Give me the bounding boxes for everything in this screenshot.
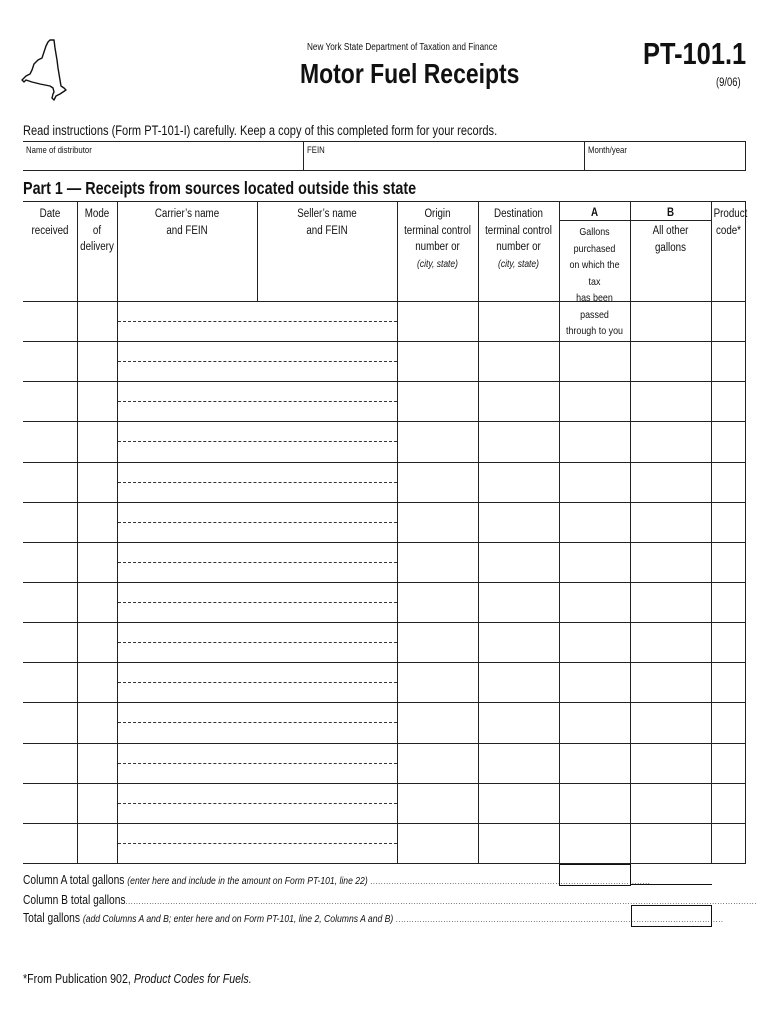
origin-terminal-cell[interactable]: [398, 463, 478, 502]
destination-terminal-cell[interactable]: [479, 342, 559, 381]
mode-of-delivery-cell[interactable]: [78, 583, 117, 622]
distributor-name-label: Name of distributor: [26, 145, 92, 156]
date-received-cell[interactable]: [24, 543, 77, 582]
product-code-cell[interactable]: [712, 503, 745, 542]
product-code-cell[interactable]: [712, 543, 745, 582]
column-a-gallons-cell[interactable]: [560, 744, 630, 783]
destination-terminal-cell[interactable]: [479, 302, 559, 341]
name-fein-divider: [118, 602, 397, 603]
mode-of-delivery-cell[interactable]: [78, 422, 117, 461]
mode-of-delivery-cell[interactable]: [78, 784, 117, 823]
name-fein-divider: [118, 482, 397, 483]
ny-state-logo: [20, 38, 72, 102]
column-a-gallons-cell[interactable]: [560, 583, 630, 622]
column-a-gallons-cell[interactable]: [560, 703, 630, 742]
product-code-cell[interactable]: [712, 623, 745, 662]
origin-terminal-cell[interactable]: [398, 623, 478, 662]
form-number: PT-101.1: [643, 36, 747, 71]
destination-terminal-cell[interactable]: [479, 422, 559, 461]
column-b-total-field[interactable]: [631, 864, 712, 885]
col-header-date: Date received: [31, 208, 69, 237]
origin-terminal-cell[interactable]: [398, 382, 478, 421]
name-fein-divider: [118, 722, 397, 723]
mode-of-delivery-cell[interactable]: [78, 302, 117, 341]
date-received-cell[interactable]: [24, 382, 77, 421]
total-gallons-label: Total gallons (add Columns A and B; enter here and on Form PT-101, line 2, Columns A and B) ............................................................................................................................: [23, 911, 724, 925]
date-received-cell[interactable]: [24, 503, 77, 542]
date-received-cell[interactable]: [24, 583, 77, 622]
name-fein-divider: [118, 642, 397, 643]
product-code-cell[interactable]: [712, 663, 745, 702]
product-code-cell[interactable]: [712, 824, 745, 863]
column-a-gallons-cell[interactable]: [560, 503, 630, 542]
destination-terminal-cell[interactable]: [479, 784, 559, 823]
destination-terminal-cell[interactable]: [479, 824, 559, 863]
column-a-gallons-cell[interactable]: [560, 543, 630, 582]
mode-of-delivery-cell[interactable]: [78, 663, 117, 702]
column-b-gallons-cell[interactable]: [631, 422, 711, 461]
col-header-a-letter: A: [590, 207, 599, 219]
date-received-cell[interactable]: [24, 342, 77, 381]
product-code-cell[interactable]: [712, 784, 745, 823]
column-b-gallons-cell[interactable]: [631, 463, 711, 502]
mode-of-delivery-cell[interactable]: [78, 623, 117, 662]
mode-of-delivery-cell[interactable]: [78, 342, 117, 381]
date-received-cell[interactable]: [24, 302, 77, 341]
mode-of-delivery-cell[interactable]: [78, 463, 117, 502]
column-a-gallons-cell[interactable]: [560, 342, 630, 381]
destination-terminal-cell[interactable]: [479, 382, 559, 421]
name-fein-divider: [118, 803, 397, 804]
column-b-gallons-cell[interactable]: [631, 663, 711, 702]
col-header-b-letter: B: [666, 207, 675, 219]
fein-label: FEIN: [307, 145, 325, 156]
destination-terminal-cell[interactable]: [479, 503, 559, 542]
origin-terminal-cell[interactable]: [398, 422, 478, 461]
col-header-b: All other gallons: [652, 225, 689, 254]
origin-terminal-cell[interactable]: [398, 543, 478, 582]
footnote: *From Publication 902, Product Codes for Fuels.: [23, 971, 252, 986]
column-a-gallons-cell[interactable]: [560, 784, 630, 823]
product-code-cell[interactable]: [712, 703, 745, 742]
product-code-cell[interactable]: [712, 744, 745, 783]
date-received-cell[interactable]: [24, 703, 77, 742]
date-received-cell[interactable]: [24, 744, 77, 783]
origin-terminal-cell[interactable]: [398, 784, 478, 823]
destination-terminal-cell[interactable]: [479, 744, 559, 783]
col-header-mode: Mode of delivery: [80, 208, 114, 253]
column-b-gallons-cell[interactable]: [631, 302, 711, 341]
destination-terminal-cell[interactable]: [479, 543, 559, 582]
column-a-gallons-cell[interactable]: [560, 382, 630, 421]
origin-terminal-cell[interactable]: [398, 663, 478, 702]
name-fein-divider: [118, 361, 397, 362]
column-b-gallons-cell[interactable]: [631, 583, 711, 622]
column-a-gallons-cell[interactable]: [560, 824, 630, 863]
column-b-gallons-cell[interactable]: [631, 342, 711, 381]
total-gallons-field[interactable]: [631, 905, 712, 927]
name-fein-divider: [118, 321, 397, 322]
date-received-cell[interactable]: [24, 824, 77, 863]
origin-terminal-cell[interactable]: [398, 824, 478, 863]
date-received-cell[interactable]: [24, 663, 77, 702]
mode-of-delivery-cell[interactable]: [78, 824, 117, 863]
product-code-cell[interactable]: [712, 463, 745, 502]
name-fein-divider: [118, 562, 397, 563]
column-a-gallons-cell[interactable]: [560, 422, 630, 461]
column-a-gallons-cell[interactable]: [560, 463, 630, 502]
date-received-cell[interactable]: [24, 463, 77, 502]
destination-terminal-cell[interactable]: [479, 663, 559, 702]
name-fein-divider: [118, 522, 397, 523]
column-a-total-label: Column A total gallons (enter here and include in the amount on Form PT-101, line 22) ..........................................................................................................: [23, 873, 651, 887]
origin-terminal-cell[interactable]: [398, 302, 478, 341]
mode-of-delivery-cell[interactable]: [78, 503, 117, 542]
name-fein-divider: [118, 401, 397, 402]
col-header-a: Gallons purchased on which the tax has been passed through to you: [565, 226, 624, 337]
origin-terminal-cell[interactable]: [398, 503, 478, 542]
column-b-gallons-cell[interactable]: [631, 543, 711, 582]
destination-terminal-cell[interactable]: [479, 583, 559, 622]
month-year-label: Month/year: [588, 145, 627, 156]
product-code-cell[interactable]: [712, 583, 745, 622]
column-a-gallons-cell[interactable]: [560, 623, 630, 662]
mode-of-delivery-cell[interactable]: [78, 382, 117, 421]
instructions-text: Read instructions (Form PT-101-I) carefully. Keep a copy of this completed form for your records.: [23, 123, 498, 138]
column-a-gallons-cell[interactable]: [560, 663, 630, 702]
column-b-gallons-cell[interactable]: [631, 824, 711, 863]
date-received-cell[interactable]: [24, 422, 77, 461]
destination-terminal-cell[interactable]: [479, 623, 559, 662]
mode-of-delivery-cell[interactable]: [78, 703, 117, 742]
col-header-destination: Destination terminal control number or (city, state): [485, 208, 552, 270]
name-fein-divider: [118, 843, 397, 844]
destination-terminal-cell[interactable]: [479, 703, 559, 742]
fein-field[interactable]: [304, 142, 583, 170]
origin-terminal-cell[interactable]: [398, 744, 478, 783]
column-b-gallons-cell[interactable]: [631, 744, 711, 783]
column-b-gallons-cell[interactable]: [631, 703, 711, 742]
column-b-gallons-cell[interactable]: [631, 784, 711, 823]
form-title: Motor Fuel Receipts: [300, 58, 520, 89]
col-header-carrier: Carrier’s name and FEIN: [154, 208, 220, 237]
column-b-gallons-cell[interactable]: [631, 503, 711, 542]
product-code-cell[interactable]: [712, 302, 745, 341]
col-header-origin: Origin terminal control number or (city, state): [404, 208, 471, 270]
date-received-cell[interactable]: [24, 623, 77, 662]
name-fein-divider: [118, 441, 397, 442]
name-fein-divider: [118, 682, 397, 683]
name-fein-divider: [118, 763, 397, 764]
mode-of-delivery-cell[interactable]: [78, 744, 117, 783]
part1-title: Part 1 — Receipts from sources located outside this state: [23, 178, 417, 198]
column-b-total-label: Column B total gallons...............................................................................................................................................................................................................................................: [23, 893, 758, 907]
column-a-gallons-cell[interactable]: [560, 302, 630, 341]
date-received-cell[interactable]: [24, 784, 77, 823]
column-b-gallons-cell[interactable]: [631, 382, 711, 421]
origin-terminal-cell[interactable]: [398, 583, 478, 622]
product-code-cell[interactable]: [712, 382, 745, 421]
col-header-product-code: Product code*: [713, 208, 748, 237]
revision-date: (9/06): [716, 77, 741, 89]
origin-terminal-cell[interactable]: [398, 342, 478, 381]
product-code-cell[interactable]: [712, 342, 745, 381]
mode-of-delivery-cell[interactable]: [78, 543, 117, 582]
department-name: New York State Department of Taxation and Finance: [307, 42, 498, 53]
column-b-gallons-cell[interactable]: [631, 623, 711, 662]
destination-terminal-cell[interactable]: [479, 463, 559, 502]
col-header-seller: Seller’s name and FEIN: [297, 208, 357, 237]
product-code-cell[interactable]: [712, 422, 745, 461]
origin-terminal-cell[interactable]: [398, 703, 478, 742]
column-a-total-field[interactable]: [559, 864, 631, 886]
